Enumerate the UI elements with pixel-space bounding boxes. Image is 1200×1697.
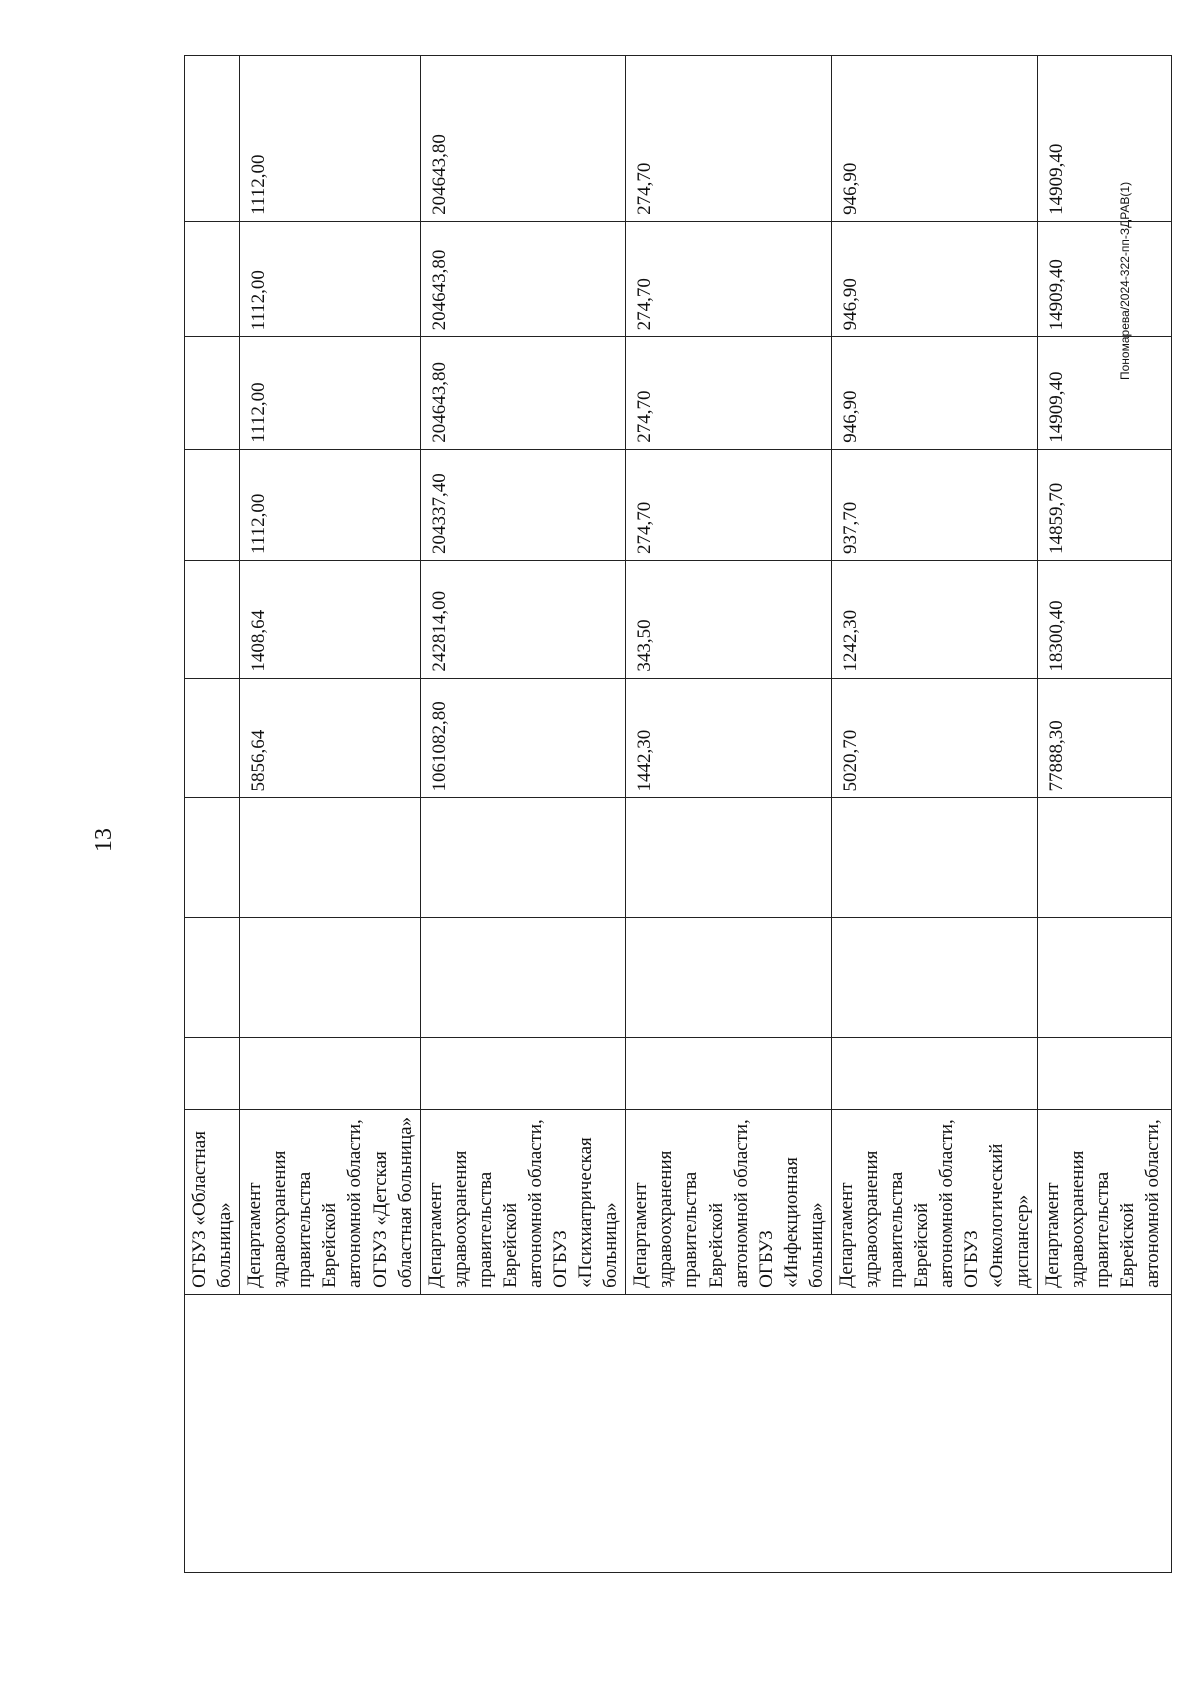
table-cell <box>240 798 421 918</box>
table-cell: 5020,70 <box>831 678 1037 798</box>
table-cell: 1061082,80 <box>420 678 626 798</box>
table-cell <box>420 918 626 1038</box>
table-cell <box>185 449 240 560</box>
table-cell <box>185 678 240 798</box>
page-number: 13 <box>90 828 117 852</box>
table-cell: 1112,00 <box>240 56 421 222</box>
table-cell <box>626 1038 832 1110</box>
table-cell <box>185 918 240 1038</box>
table-cell: 14859,70 <box>1037 449 1171 560</box>
table-cell <box>240 1038 421 1110</box>
budget-table <box>184 55 1172 1573</box>
table-cell: 274,70 <box>626 56 832 222</box>
table-cell: 274,70 <box>626 449 832 560</box>
table-cell <box>626 798 832 918</box>
table-cell: 1442,30 <box>626 678 832 798</box>
table-cell <box>831 1038 1037 1110</box>
table-cell: 18300,40 <box>1037 561 1171 679</box>
table-cell <box>1037 1038 1171 1110</box>
table-cell <box>185 798 240 918</box>
table-cell: 77888,30 <box>1037 678 1171 798</box>
table-cell: 242814,00 <box>420 561 626 679</box>
table-cell <box>185 337 240 449</box>
table-cell <box>420 1038 626 1110</box>
table-cell <box>240 918 421 1038</box>
table-cell: 1112,00 <box>240 221 421 337</box>
table-cell: 274,70 <box>626 337 832 449</box>
table-cell <box>831 798 1037 918</box>
table-cell: 1408,64 <box>240 561 421 679</box>
table-cell: 946,90 <box>831 221 1037 337</box>
table-cell: 204643,80 <box>420 221 626 337</box>
table-cell <box>185 56 240 222</box>
table-cell: 1242,30 <box>831 561 1037 679</box>
table-cell: 1112,00 <box>240 337 421 449</box>
table-cell: 204643,80 <box>420 337 626 449</box>
table-cell: 204643,80 <box>420 56 626 222</box>
executor-cell: Департамент здравоохранения правительства Еврейской автономной области, ОГБУЗ «Детская областная больница» <box>240 1109 421 1294</box>
table-cell: 1112,00 <box>240 449 421 560</box>
table-cell <box>1037 798 1171 918</box>
table-cell: 343,50 <box>626 561 832 679</box>
table-cell: 946,90 <box>831 56 1037 222</box>
table-cell: 14909,40 <box>1037 221 1171 337</box>
document-code-text: Пономарева/2024-322-пп-ЗДРАВ(1) <box>1118 181 1132 380</box>
table-cell: 14909,40 <box>1037 56 1171 222</box>
table-row <box>185 56 240 1573</box>
executor-cell: Департамент здравоохранения правительства Еврейской автономной области, ОГБУЗ «Инфекционная больница» <box>626 1109 832 1294</box>
table-cell <box>626 918 832 1038</box>
table-cell: 14909,40 <box>1037 337 1171 449</box>
executor-cell: Департамент здравоохранения правительства Еврейской автономной области, ОГБУЗ «Онкологический диспансер» <box>831 1109 1037 1294</box>
table-cell: 937,70 <box>831 449 1037 560</box>
executor-cell: ОГБУЗ «Областная больница» <box>185 1109 240 1294</box>
executor-cell: Департамент здравоохранения правительства Еврейской автономной области, <box>1037 1109 1171 1294</box>
table-cell <box>420 798 626 918</box>
table-cell <box>185 1038 240 1110</box>
merged-left-cell <box>185 1294 1172 1572</box>
executor-cell: Департамент здравоохранения правительства Еврейской автономной области, ОГБУЗ «Психиатрическая больница» <box>420 1109 626 1294</box>
table-cell <box>831 918 1037 1038</box>
table-cell <box>185 221 240 337</box>
table-cell: 946,90 <box>831 337 1037 449</box>
table-cell: 274,70 <box>626 221 832 337</box>
table-cell: 5856,64 <box>240 678 421 798</box>
table-cell: 204337,40 <box>420 449 626 560</box>
table-cell <box>1037 918 1171 1038</box>
table-cell <box>185 561 240 679</box>
